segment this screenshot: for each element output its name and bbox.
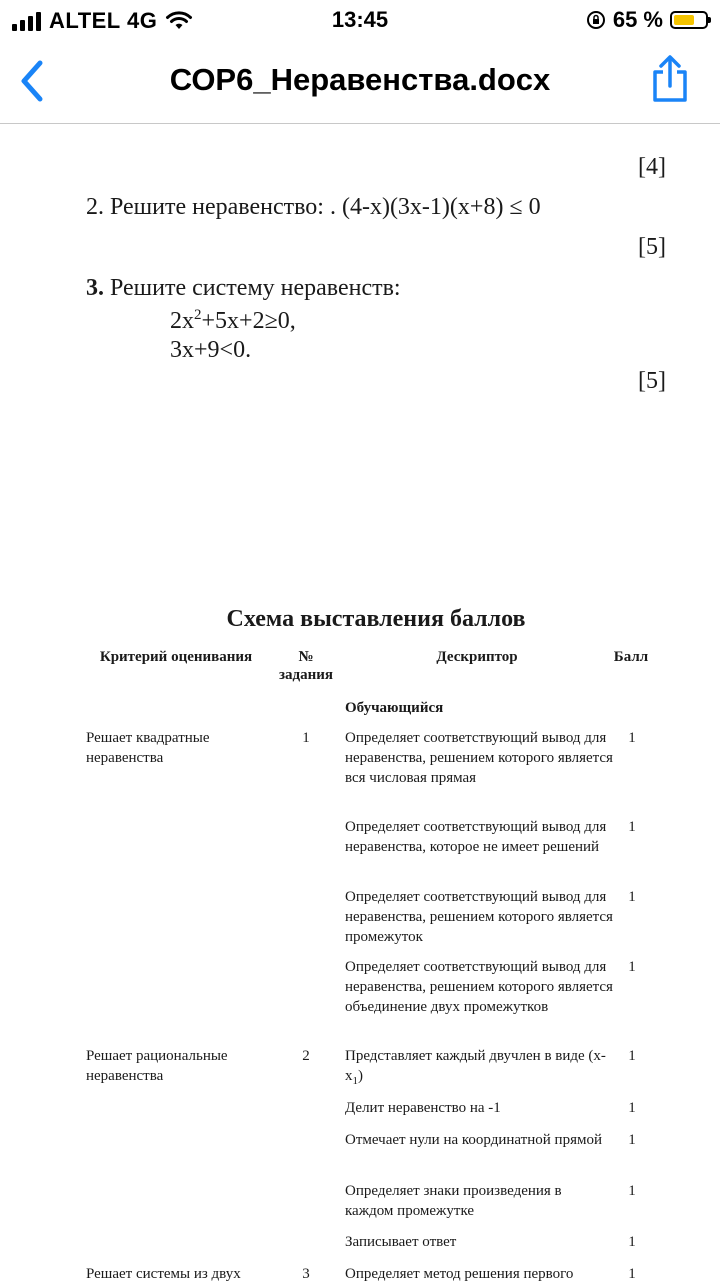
score-task-1: [4]: [638, 154, 666, 180]
descriptor-subscript: 1: [352, 1075, 358, 1087]
scheme-title: Схема выставления баллов: [226, 606, 526, 632]
table-row-descriptor: Определяет знаки произведения в каждом промежутке: [345, 1183, 562, 1219]
learner-label: Обучающийся: [345, 700, 444, 716]
descriptor-main: Представляет каждый двучлен в виде (x-x: [345, 1048, 606, 1084]
table-row-points: 1: [628, 1183, 636, 1199]
task-3-heading: [86, 275, 401, 302]
table-row-points: 1: [628, 1132, 636, 1148]
share-icon: [650, 54, 690, 104]
header-task-number: № задания: [278, 649, 334, 683]
task-2-text: 2. Решите неравенство: . (4-x)(3x-1)(x+8) ≤ 0: [86, 194, 541, 220]
task-3-line-1: [170, 307, 296, 335]
table-row-points: 1: [628, 1100, 636, 1116]
table-row-criterion: Решает квадратные неравенства: [86, 730, 210, 766]
status-bar: [0, 0, 720, 40]
table-row-descriptor: Записывает ответ: [345, 1234, 457, 1250]
table-row-points: 1: [628, 1048, 636, 1064]
table-row-descriptor: Определяет соответствующий вывод для неравенства, решением которого является промежуток: [345, 889, 613, 945]
table-row-task: 1: [302, 730, 310, 746]
header-criterion: Критерий оценивания: [99, 649, 253, 665]
table-row-descriptor: Отмечает нули на координатной прямой: [345, 1132, 602, 1148]
task-3-line-1-exponent: 2: [194, 307, 202, 323]
score-task-2: [5]: [638, 234, 666, 260]
table-row-task: 3: [302, 1266, 310, 1282]
table-row-points: 1: [628, 1234, 636, 1250]
table-row-descriptor: [345, 1046, 613, 1091]
header-points: Балл: [613, 649, 649, 665]
task-3-line-1-base: 2x: [170, 308, 194, 334]
table-row-points: 1: [628, 819, 636, 835]
status-right: [586, 7, 708, 33]
carrier-label: ALTEL 4G: [49, 8, 158, 33]
table-row-points: 1: [628, 1266, 636, 1282]
table-row-descriptor: Определяет соответствующий вывод для неравенства, решением которого является объединение двух промежутков: [345, 959, 613, 1015]
clock: 13:45: [331, 7, 389, 32]
share-button[interactable]: [648, 52, 692, 106]
navigation-bar: [0, 40, 720, 124]
table-row-descriptor: Определяет соответствующий вывод для неравенства, которое не имеет решений: [345, 819, 607, 855]
table-row-points: 1: [628, 730, 636, 746]
table-row-task: 2: [302, 1048, 310, 1064]
table-row-descriptor: Определяет метод решения первого: [345, 1266, 574, 1282]
table-row-points: 1: [628, 889, 636, 905]
table-row-descriptor: Делит неравенство на -1: [345, 1100, 501, 1116]
task-3-text: Решите систему неравенств:: [110, 275, 401, 301]
table-row-descriptor: Определяет соответствующий вывод для неравенства, решением которого является вся числовая прямая: [345, 730, 613, 786]
task-3-number: 3.: [86, 275, 104, 301]
document-title: СОР6_Неравенства.docx: [169, 62, 551, 97]
table-row-criterion: Решает рациональные неравенства: [86, 1048, 228, 1084]
battery-level: [674, 15, 694, 25]
score-task-3: [5]: [638, 368, 666, 394]
document-view[interactable]: [0, 124, 720, 1280]
battery-icon: [670, 11, 708, 29]
battery-percent: 65 %: [612, 7, 663, 32]
table-row-points: 1: [628, 959, 636, 975]
orientation-lock-icon: [586, 10, 606, 30]
header-descriptor: Дескриптор: [436, 649, 518, 665]
table-row-criterion: Решает системы из двух: [86, 1266, 241, 1282]
task-3-line-1-rest: +5x+2≥0,: [201, 308, 296, 334]
descriptor-end: ): [358, 1068, 363, 1084]
task-3-line-2: 3x+9<0.: [170, 337, 252, 363]
